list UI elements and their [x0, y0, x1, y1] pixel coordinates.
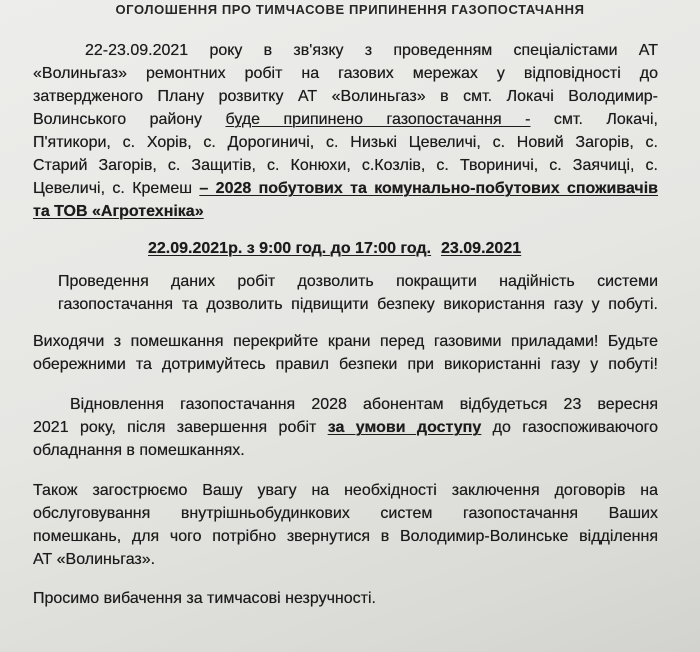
- p1-line-6: Старий Загорів, с. Защитів, с. Конюхи, с.Козлів, с. Твориничі, с. Заячиці, с.: [33, 157, 658, 174]
- p1-line-7-prefix: Цевеличі, с. Кремеш: [33, 180, 193, 197]
- p1-line-4: [33, 108, 658, 131]
- p1-line-8: [33, 200, 658, 223]
- p2-line-2: газопостачання та дозволить підвищити безпеку використання газу у побуті.: [58, 296, 658, 313]
- schedule-date: 23.09.2021: [441, 240, 522, 257]
- p3-line-1: Виходячи з помешкання перекрийте крани перед газовими приладами! Будьте: [33, 333, 658, 350]
- p5-line-2: обслуговування внутрішньобудинкових систем газопостачання Ваших: [33, 505, 658, 522]
- p5-line-3: помешкань, для чого потрібно звернутися в Володимир-Волинське відділення: [33, 528, 658, 545]
- paragraph-purpose: [58, 270, 658, 316]
- p4-line-1: Відновлення газопостачання 2028 абонентам відбудеться 23 вересня: [70, 396, 658, 413]
- schedule-period: 22.09.2021р. з 9:00 год. до 17:00 год.: [148, 240, 432, 257]
- paragraph-apology: [33, 587, 658, 610]
- company-name-underlined: та ТОВ «Агротехніка»: [33, 203, 204, 220]
- p1-line-4-prefix: Волинського району: [33, 111, 203, 128]
- p1-line-5: П'ятикори, с. Хорів, с. Дорогиничі, с. Низькі Цевеличі, с. Новий Загорів, с.: [33, 134, 658, 151]
- p4-line-2-suffix: до газоспоживаючого: [492, 419, 658, 436]
- p6-line-1: Просимо вибачення за тимчасові незручності.: [33, 590, 376, 607]
- p4-line-2: [33, 416, 658, 439]
- p1-line-3: затвердженого Плану розвитку АТ «Волиньгаз» в смт. Локачі Володимир-: [33, 88, 658, 105]
- p1-line-7: [33, 177, 658, 200]
- outage-schedule: [148, 237, 521, 260]
- paragraph-safety-warning: [33, 330, 658, 376]
- p4-line-2-prefix: 2021 року, після завершення робіт: [33, 419, 317, 436]
- paragraph-outage-details: [33, 39, 658, 223]
- access-condition-emphasis: за умови доступу: [327, 419, 482, 436]
- paragraph-restoration: [33, 393, 658, 462]
- p4-line-3: обладнання в помешканнях.: [33, 442, 245, 459]
- notice-title: ОГОЛОШЕННЯ ПРО ТИМЧАСОВЕ ПРИПИНЕННЯ ГАЗОПОСТАЧАННЯ: [115, 2, 585, 17]
- outage-announcement-underlined: буде припинено газопостачання -: [225, 111, 531, 128]
- consumer-count-underlined: – 2028 побутових та комунально-побутових споживачів: [199, 180, 658, 197]
- p2-line-1: Проведення даних робіт дозволить покращити надійність системи: [58, 273, 658, 290]
- p5-line-1: Також загострюємо Вашу увагу на необхідності заключення договорів на: [33, 482, 658, 499]
- p5-line-4: АТ «Волиньгаз».: [33, 551, 156, 568]
- p3-line-2: обережними та дотримуйтесь правил безпеки при використанні газу у побуті!: [33, 356, 658, 373]
- paragraph-service-contracts: [33, 479, 658, 571]
- p1-line-4-suffix: смт. Локачі,: [553, 111, 658, 128]
- p1-line-1: 22-23.09.2021 року в зв'язку з проведенням спеціалістами АТ: [85, 42, 658, 59]
- p1-line-2: «Волиньгаз» ремонтних робіт на газових мережах у відповідності до: [33, 65, 658, 82]
